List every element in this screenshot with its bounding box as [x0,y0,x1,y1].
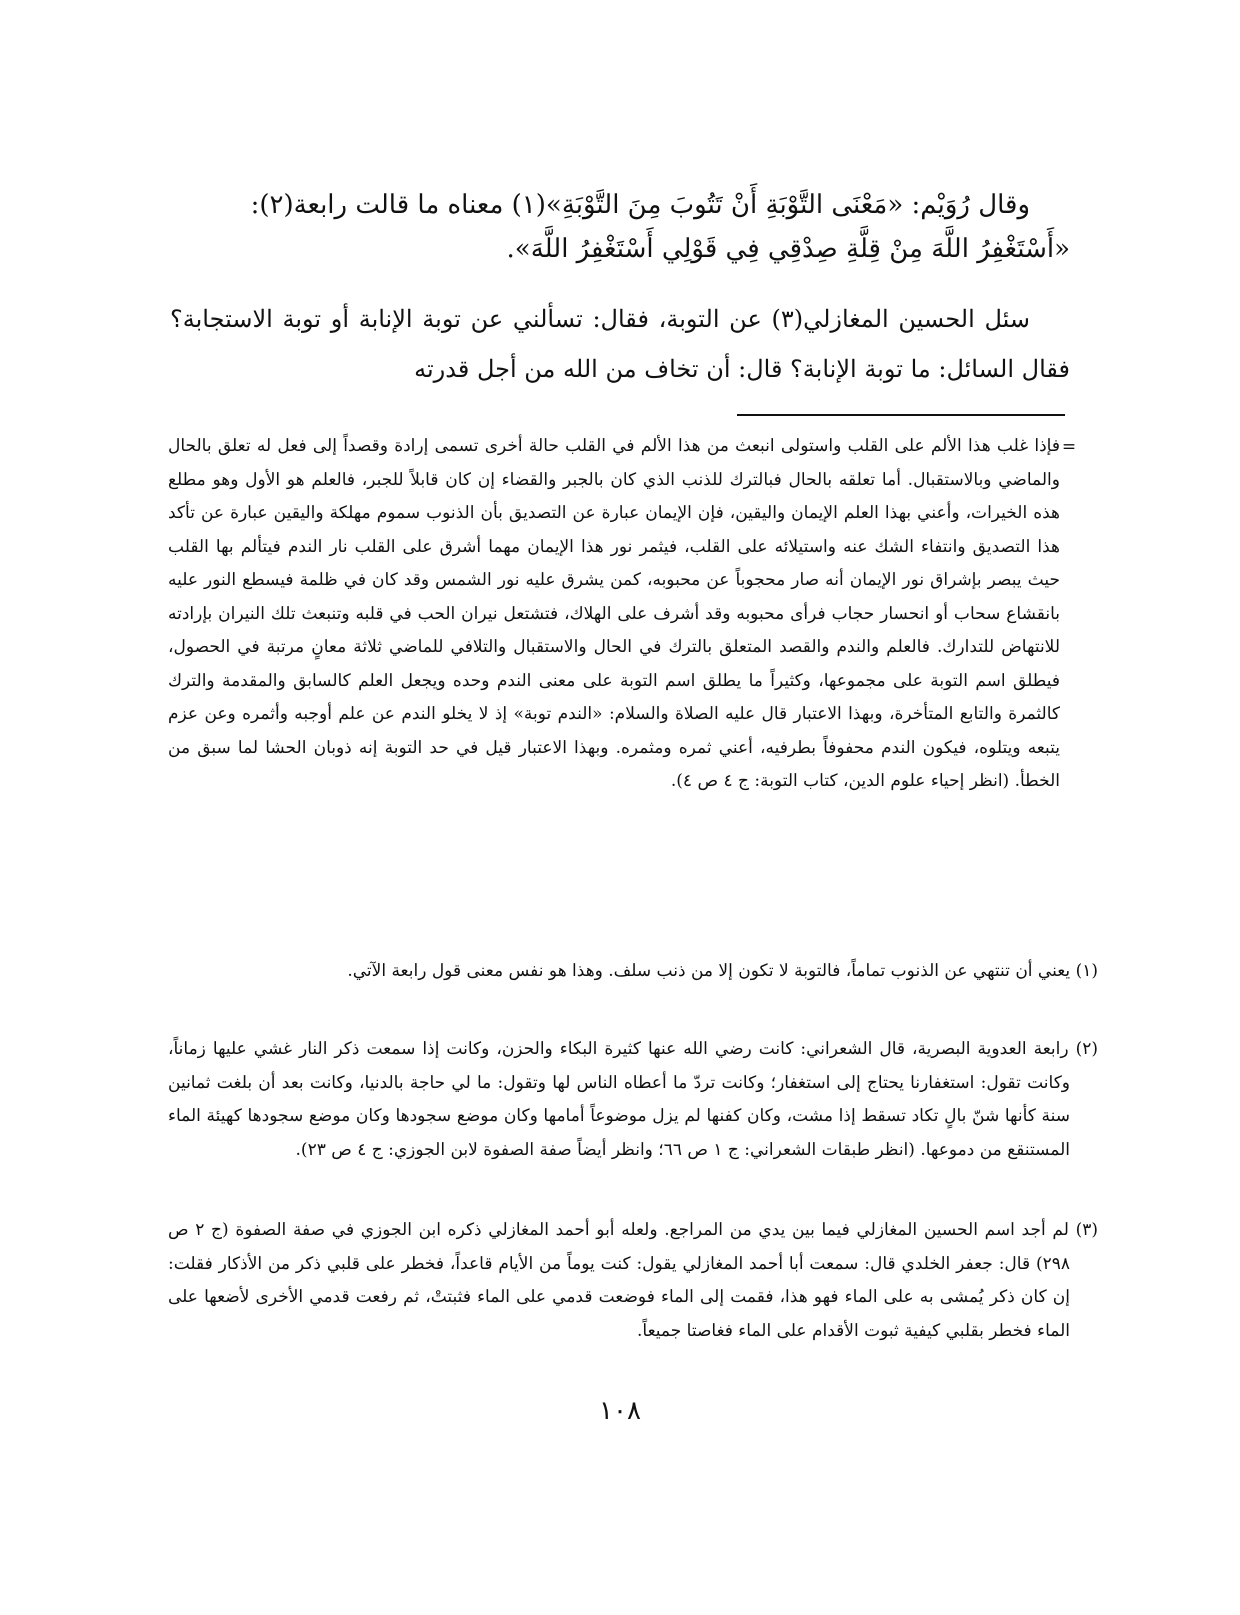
footnote-1 [168,955,1098,989]
footnote-number: (٢) [1075,1039,1099,1059]
main-paragraph-ruwaym [170,183,1070,271]
footnote-number: (١) [1075,961,1098,981]
footnote-number: (٣) [1075,1220,1098,1240]
footnote-text: يعني أن تنتهي عن الذنوب تماماً، فالتوبة لا تكون إلا من ذنب سلف. وهذا هو نفس معنى قول رابعة الآتي. [347,961,1071,981]
footnote-text: لم أجد اسم الحسين المغازلي فيما بين يدي من المراجع. ولعله أبو أحمد المغازلي ذكره ابن الجوزي في صفة الصفوة (ج ٢ ص ٢٩٨) قال: جعفر الخلدي قال: سمعت أبا أحمد المغازلي يقول: كنت يوماً من الأيام قاعداً، فخطر على قلبي ذكر من الأذكار فقلت: إن كان ذكر يُمشى به على الماء فهو هذا، فقمت إلى الماء فوضعت قدمي على الماء فثبتتْ، ثم رفعت قدمي الأخرى لأضعها على الماء فخطر بقلبي كيفية ثبوت الأقدام على الماء فغاصتا جميعاً. [168,1220,1070,1341]
footnote-separator [737,414,1065,416]
main-line-2: «أَسْتَغْفِرُ اللَّهَ مِنْ قِلَّةِ صِدْقِي فِي قَوْلِي أَسْتَغْفِرُ اللَّهَ». [506,234,1070,264]
main-line-1: وقال رُوَيْم: «مَعْنَى التَّوْبَةِ أَنْ تَتُوبَ مِنَ التَّوْبَةِ»(١) معناه ما قالت رابعة(٢): [250,190,1030,220]
footnote-continuation-mark: = [1061,437,1077,457]
footnote-text: رابعة العدوية البصرية، قال الشعراني: كانت رضي الله عنها كثيرة البكاء والحزن، وكانت إذا سمعت ذكر النار غشي عليها زماناً، وكانت تقول: استغفارنا يحتاج إلى استغفار؛ وكانت تردّ ما أعطاه الناس لها وتقول: ما لي حاجة بالدنيا، وكانت بعد أن بلغت ثمانين سنة كأنها شنّ بالٍ تكاد تسقط إذا مشت، وكان كفنها لم يزل موضوعاً أمامها وكان موضع سجودها وكان موضع سجودها كهيئة الماء المستنقع من دموعها. (انظر طبقات الشعراني: ج ١ ص ٦٦؛ وانظر أيضاً صفة الصفوة لابن الجوزي: ج ٤ ص ٢٣). [168,1039,1070,1160]
footnote-3 [168,1214,1098,1348]
page-number: ١٠٨ [599,1396,641,1426]
main-paragraph-mughazili: سئل الحسين المغازلي(٣) عن التوبة، فقال: تسألني عن توبة الإنابة أو توبة الاستجابة؟ فقال السائل: ما توبة الإنابة؟ قال: أن تخاف من الله من أجل قدرته [170,305,1070,383]
footnote-continuation: فإذا غلب هذا الألم على القلب واستولى انبعث من هذا الألم في القلب حالة أخرى تسمى إرادة وقصداً إلى فعل له تعلق بالحال والماضي وبالاستقبال. أما تعلقه بالحال فبالترك للذنب الذي كان بالجبر والقضاء إن كان قابلاً للجبر، فالعلم هو الأول وهو مطلع هذه الخيرات، وأعني بهذا العلم الإيمان واليقين، فإن الإيمان عبارة عن التصديق بأن الذنوب سموم مهلكة واليقين عبارة عن تأكد هذا التصديق وانتفاء الشك عنه واستيلائه على القلب، فيثمر نور هذا الإيمان مهما أشرق على القلب نار الندم فيتألم بها القلب حيث يبصر بإشراق نور الإيمان أنه صار محجوباً عن محبوبه، كمن يشرق عليه نور الشمس وقد كان في ظلمة فيسطع النور عليه بانقشاع سحاب أو انحسار حجاب فرأى محبوبه وقد أشرف على الهلاك، فتشتعل نيران الحب في قلبه وتنبعث تلك النيران بإرادته للانتهاض للتدارك. فالعلم والندم والقصد المتعلق بالترك في الحال والاستقبال والتلافي للماضي ثلاثة معانٍ مرتبة في الحصول، فيطلق اسم التوبة على مجموعها، وكثيراً ما يطلق اسم التوبة على معنى الندم وحده ويجعل العلم كالسابق والمقدمة والترك كالثمرة والتابع المتأخرة، وبهذا الاعتبار قال عليه الصلاة والسلام: «الندم توبة» إذ لا يخلو الندم عن علم أوجبه وأثمره وعن عزم يتبعه ويتلوه، فيكون الندم محفوفاً بطرفيه، أعني ثمره ومثمره. وبهذا الاعتبار قيل في حد التوبة إنه ذوبان الحشا لما سبق من الخطأ. (انظر إحياء علوم الدين، كتاب التوبة: ج ٤ ص ٤). [168,436,1060,791]
footnote-2 [168,1033,1098,1167]
